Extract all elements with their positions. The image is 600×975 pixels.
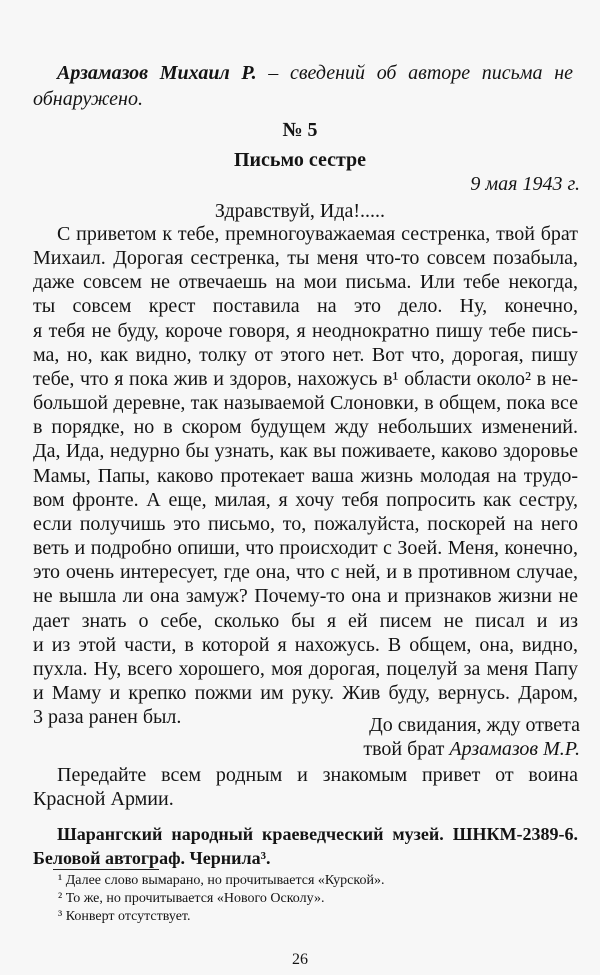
author-note-text: – сведений об авторе письма не обнаружено. xyxy=(33,62,573,110)
signature-prefix: твой брат xyxy=(363,738,450,760)
postscript-line: Передайте всем родным и знакомым привет от воина xyxy=(57,764,578,786)
letter-line: веть и подробно опиши, что происходит с Зоей. Меня, конечно, xyxy=(33,537,578,560)
letter-line: дает знать о себе, сколько бы я ей писем не писал и из xyxy=(33,609,578,632)
archive-line: Шарангский народный краеведческий музей. ШНКМ-2389-6. xyxy=(57,824,578,844)
footnotes xyxy=(58,872,578,926)
archive-line: Беловой автограф. Чернила³. xyxy=(33,848,271,869)
footnote: ² То же, но прочитывается «Нового Осколу». xyxy=(58,891,325,906)
letter-line: если получишь это письмо, то, пожалуйста, поскорей на него xyxy=(33,512,578,535)
letter-line: ты совсем крест поставила на это дело. Ну, конечно, xyxy=(33,295,578,318)
signature-name: Арзамазов М.Р. xyxy=(449,738,580,760)
letter-line: и из этой части, в которой я нахожусь. В общем, она, видно, xyxy=(33,633,578,656)
letter-line: пухла. Ну, всего хорошего, моя дорогая, поцелуй за меня Папу xyxy=(33,657,578,680)
author-note xyxy=(33,60,573,112)
letter-line: Михаил. Дорогая сестренка, ты меня что-то совсем позабыла, xyxy=(33,247,578,270)
footnote: ¹ Далее слово вымарано, но прочитывается «Курской». xyxy=(58,873,385,888)
letter-greeting: Здравствуй, Ида!..... xyxy=(214,200,386,222)
letter-line: и Маму и крепко пожми им руку. Жив буду, вернусь. Даром, xyxy=(33,681,578,704)
letter-signature xyxy=(180,737,580,761)
document-date: 9 мая 1943 г. xyxy=(470,173,580,195)
archive-reference xyxy=(33,822,578,870)
letter-line: С приветом к тебе, премногоуважаемая сестренка, твой брат xyxy=(57,223,578,245)
document-number: № 5 xyxy=(282,119,318,141)
document-title: Письмо сестре xyxy=(233,149,367,171)
letter-line: даже совсем не отвечаешь на мои письма. Или тебе некогда, xyxy=(33,271,578,294)
letter-line: 3 раза ранен был. xyxy=(33,706,182,729)
footnote-divider xyxy=(53,869,159,870)
page-number: 26 xyxy=(292,951,308,968)
letter-line: Да, Ида, недурно бы узнать, как вы поживаете, каково здоровье xyxy=(33,440,578,463)
letter-body xyxy=(33,222,578,729)
letter-farewell: До свидания, жду ответа xyxy=(369,714,580,736)
letter-line: Мамы, Папы, каково протекает ваша жизнь молодая на трудо- xyxy=(33,464,578,487)
letter-line: я тебя не буду, короче говоря, я неоднократно пишу тебе пись- xyxy=(33,319,578,342)
letter-line: большой деревне, так называемой Слоновки, в общем, пока все xyxy=(33,392,578,415)
letter-line: в порядке, но в скором будущем жду небольших изменений. xyxy=(33,416,578,439)
letter-line: ма, но, как видно, толку от этого нет. Вот что, дорогая, пишу xyxy=(33,343,578,366)
letter-line: это очень интересует, где она, что с ней, и в противном случае, xyxy=(33,561,578,584)
letter-postscript xyxy=(33,763,578,811)
letter-line: не вышла ли она замуж? Почему-то она и признаков жизни не xyxy=(33,585,578,608)
author-name: Арзамазов Михаил Р. xyxy=(57,62,257,84)
letter-line: тебе, что я пока жив и здоров, нахожусь в¹ области около² в не- xyxy=(33,367,578,390)
letter-line: вом фронте. А еще, милая, я хочу тебя попросить как сестру, xyxy=(33,488,578,511)
postscript-line: Красной Армии. xyxy=(33,788,174,811)
footnote: ³ Конверт отсутствует. xyxy=(58,909,191,924)
